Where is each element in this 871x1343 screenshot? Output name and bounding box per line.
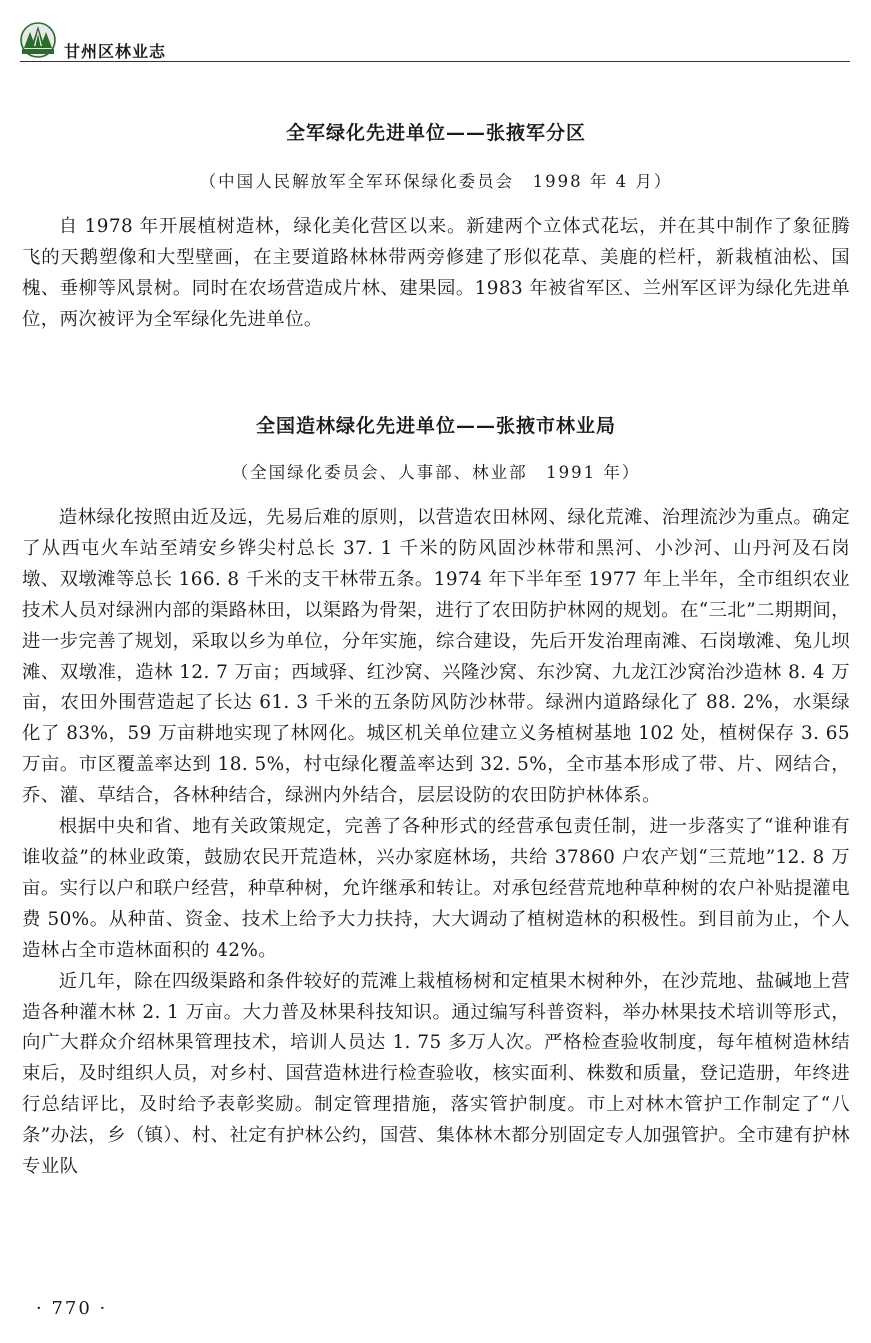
forest-trees-logo-icon: [20, 22, 56, 58]
running-header: [20, 22, 850, 62]
paragraph: 造林绿化按照由近及远，先易后难的原则，以营造农田林网、绿化荒滩、治理流沙为重点。确定了从西屯火车站至靖安乡铧尖村总长 37. 1 千米的防风固沙林带和黑河、小沙河、山丹河及石岗墩、双墩滩等总长 166. 8 千米的支干林带五条。1974 年下半年至 1977 年上半年，全市组织农业技术人员对绿洲内部的渠路林田，以渠路为骨架，进行了农田防护林网的规划。在“三北”二期期间，进一步完善了规划，采取以乡为单位，分年实施，综合建设，先后开发治理南滩、石岗墩滩、兔儿坝滩、双墩准，造林 12. 7 万亩；西域驿、红沙窝、兴隆沙窝、东沙窝、九龙江沙窝治沙造林 8. 4 万亩，农田外围营造起了长达 61. 3 千米的五条防风防沙林带。绿洲内道路绿化了 88. 2%，水渠绿化了 83%，59 万亩耕地实现了林网化。城区机关单位建立义务植树基地 102 处，植树保存 3. 65 万亩。市区覆盖率达到 18. 5%，村屯绿化覆盖率达到 32. 5%，全市基本形成了带、片、网结合，乔、灌、草结合，各林种结合，绿洲内外结合，层层设防的农田防护林体系。: [22, 507, 850, 807]
page-number: · 770 ·: [36, 1298, 108, 1319]
paragraph: 近几年，除在四级渠路和条件较好的荒滩上栽植杨树和定植果木树种外，在沙荒地、盐碱地上营造各种灌木林 2. 1 万亩。大力普及林果科技知识。通过编写科普资料，举办林果技术培训等形式，向广大群众介绍林果管理技术，培训人员达 1. 75 多万人次。严格检查验收制度，每年植树造林结束后，及时组织人员，对乡村、国营造林进行检查验收，核实面利、株数和质量，登记造册，年终进行总结评比，及时给予表彰奖励。制定管理措施，落实管护制度。市上对林木管护工作制定了“八条”办法，乡（镇）、村、社定有护林公约，国营、集体林木都分别固定专人加强管护。全市建有护林专业队: [22, 970, 850, 1178]
paragraph: 自 1978 年开展植树造林，绿化美化营区以来。新建两个立体式花坛，并在其中制作了象征腾飞的天鹅塑像和大型壁画，在主要道路林林带两旁修建了形似花草、美鹿的栏杆，新栽植油松、国槐、垂柳等风景树。同时在农场营造成片林、建果园。1983 年被省军区、兰州军区评为绿化先进单位，两次被评为全军绿化先进单位。: [22, 216, 850, 330]
header-rule: [20, 61, 850, 62]
section-source: （全国绿化委员会、人事部、林业部 1991 年）: [231, 463, 641, 482]
section-army-greening: [22, 118, 850, 336]
header-title: 甘州区林业志: [64, 42, 167, 61]
section-title: 全军绿化先进单位——张掖军分区: [285, 122, 586, 144]
section-national-afforestation: [22, 411, 850, 1183]
paragraph: 根据中央和省、地有关政策规定，完善了各种形式的经营承包责任制，进一步落实了“谁种谁有谁收益”的林业政策，鼓励农民开荒造林，兴办家庭林场，共给 37860 户农产划“三荒地”12. 8 万亩。实行以户和联户经营，种草种树，允许继承和转让。对承包经营荒地种草种树的农户补贴提灌电费 50%。从种苗、资金、技术上给予大力扶持，大大调动了植树造林的积极性。到目前为止，个人造林占全市造林面积的 42%。: [22, 816, 850, 961]
section-title: 全国造林绿化先进单位——张掖市林业局: [255, 415, 616, 437]
section-source: （中国人民解放军全军环保绿化委员会 1998 年 4 月）: [199, 172, 673, 191]
